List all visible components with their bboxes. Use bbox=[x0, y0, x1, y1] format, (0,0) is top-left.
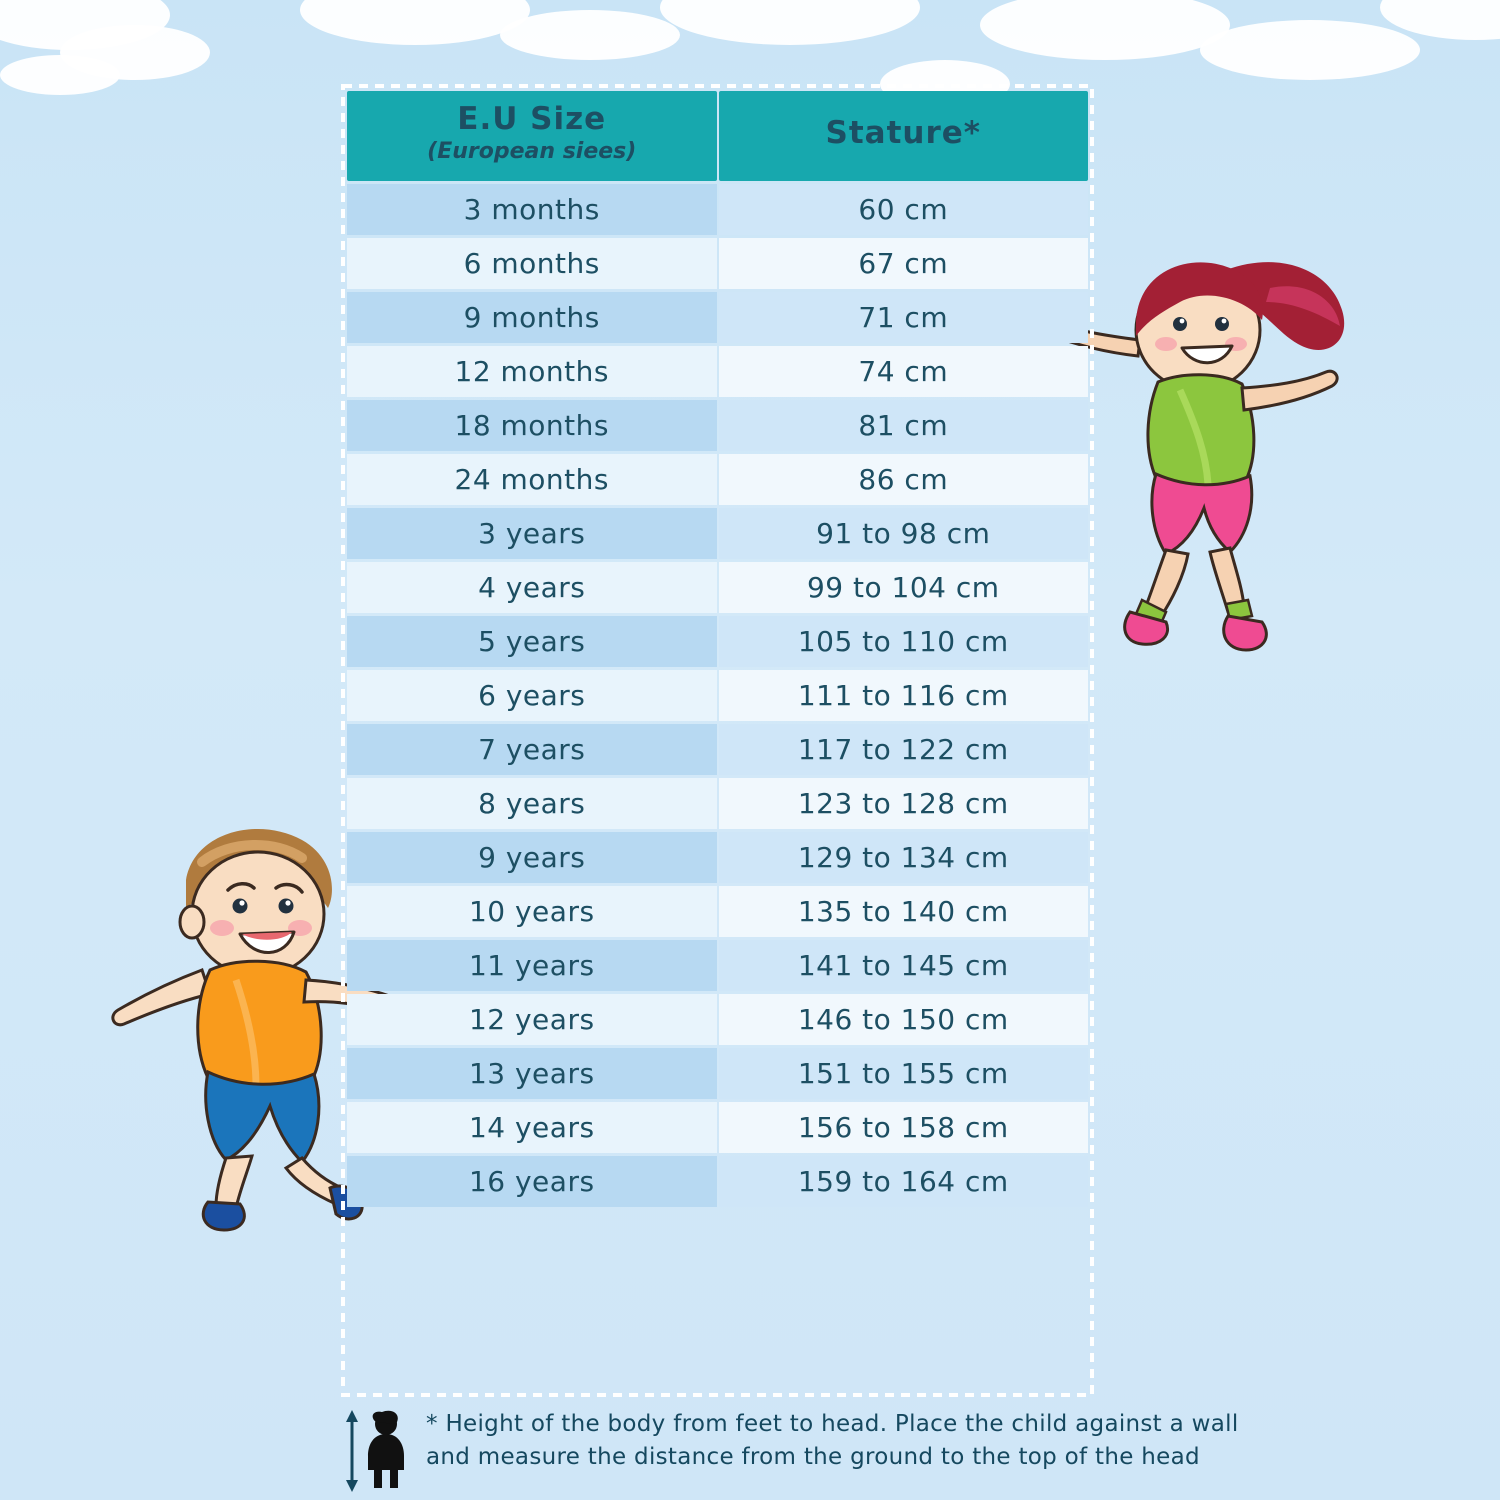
table-body bbox=[347, 184, 1088, 1207]
column-header-eu-size-main: E.U Size bbox=[457, 100, 607, 137]
cell-eu-size: 6 years bbox=[347, 670, 717, 721]
table-row bbox=[347, 994, 1088, 1045]
cell-stature: 99 to 104 cm bbox=[719, 562, 1089, 613]
table-row bbox=[347, 1156, 1088, 1207]
cell-eu-size: 8 years bbox=[347, 778, 717, 829]
column-header-eu-size bbox=[347, 91, 717, 181]
cell-eu-size: 9 months bbox=[347, 292, 717, 343]
table-row bbox=[347, 778, 1088, 829]
cell-eu-size: 12 months bbox=[347, 346, 717, 397]
column-header-eu-size-sub: (European siees) bbox=[427, 138, 637, 164]
cell-eu-size: 13 years bbox=[347, 1048, 717, 1099]
cell-stature: 60 cm bbox=[719, 184, 1089, 235]
column-header-stature-main: Stature* bbox=[825, 115, 981, 152]
cell-stature: 86 cm bbox=[719, 454, 1089, 505]
table-row bbox=[347, 508, 1088, 559]
cell-eu-size: 14 years bbox=[347, 1102, 717, 1153]
footnote-asterisk: * bbox=[426, 1411, 438, 1437]
cell-stature: 71 cm bbox=[719, 292, 1089, 343]
table-row bbox=[347, 562, 1088, 613]
table-row bbox=[347, 832, 1088, 883]
footnote-text-1: Height of the body from feet to head. Place the child against a wall bbox=[445, 1411, 1239, 1437]
cell-eu-size: 3 months bbox=[347, 184, 717, 235]
table-row bbox=[347, 238, 1088, 289]
cloud-icon bbox=[300, 0, 530, 45]
size-chart bbox=[345, 88, 1090, 1210]
cell-stature: 146 to 150 cm bbox=[719, 994, 1089, 1045]
table-row bbox=[347, 724, 1088, 775]
cell-eu-size: 24 months bbox=[347, 454, 717, 505]
cell-stature: 135 to 140 cm bbox=[719, 886, 1089, 937]
table-row bbox=[347, 940, 1088, 991]
cloud-icon bbox=[0, 55, 120, 95]
cloud-icon bbox=[500, 10, 680, 60]
height-measure-icon bbox=[340, 1408, 420, 1494]
cell-stature: 141 to 145 cm bbox=[719, 940, 1089, 991]
table-row bbox=[347, 886, 1088, 937]
cell-stature: 67 cm bbox=[719, 238, 1089, 289]
table-row bbox=[347, 400, 1088, 451]
cell-stature: 151 to 155 cm bbox=[719, 1048, 1089, 1099]
footnote bbox=[340, 1408, 1240, 1494]
cell-eu-size: 3 years bbox=[347, 508, 717, 559]
cell-stature: 105 to 110 cm bbox=[719, 616, 1089, 667]
table-row bbox=[347, 616, 1088, 667]
cell-stature: 156 to 158 cm bbox=[719, 1102, 1089, 1153]
cloud-icon bbox=[980, 0, 1230, 60]
cell-stature: 74 cm bbox=[719, 346, 1089, 397]
cell-stature: 81 cm bbox=[719, 400, 1089, 451]
cell-eu-size: 6 months bbox=[347, 238, 717, 289]
table-row bbox=[347, 346, 1088, 397]
table-header bbox=[347, 91, 1088, 181]
cell-stature: 129 to 134 cm bbox=[719, 832, 1089, 883]
column-header-stature bbox=[719, 91, 1089, 181]
cloud-icon bbox=[660, 0, 920, 45]
cell-eu-size: 4 years bbox=[347, 562, 717, 613]
cell-eu-size: 7 years bbox=[347, 724, 717, 775]
cell-eu-size: 11 years bbox=[347, 940, 717, 991]
cell-stature: 111 to 116 cm bbox=[719, 670, 1089, 721]
table-row bbox=[347, 1048, 1088, 1099]
cell-eu-size: 18 months bbox=[347, 400, 717, 451]
cell-eu-size: 16 years bbox=[347, 1156, 717, 1207]
footnote-line-1 bbox=[426, 1408, 1239, 1441]
table-row bbox=[347, 670, 1088, 721]
table-row bbox=[347, 454, 1088, 505]
cell-eu-size: 12 years bbox=[347, 994, 717, 1045]
cell-stature: 159 to 164 cm bbox=[719, 1156, 1089, 1207]
footnote-line-2: and measure the distance from the ground to the top of the head bbox=[426, 1444, 1200, 1471]
table-header-row bbox=[347, 91, 1088, 181]
cell-stature: 117 to 122 cm bbox=[719, 724, 1089, 775]
table-row bbox=[347, 292, 1088, 343]
cell-eu-size: 10 years bbox=[347, 886, 717, 937]
cloud-icon bbox=[1200, 20, 1420, 80]
table-row bbox=[347, 1102, 1088, 1153]
cell-eu-size: 9 years bbox=[347, 832, 717, 883]
cell-stature: 123 to 128 cm bbox=[719, 778, 1089, 829]
size-chart-table bbox=[345, 88, 1090, 1210]
cell-eu-size: 5 years bbox=[347, 616, 717, 667]
table-row bbox=[347, 184, 1088, 235]
cell-stature: 91 to 98 cm bbox=[719, 508, 1089, 559]
